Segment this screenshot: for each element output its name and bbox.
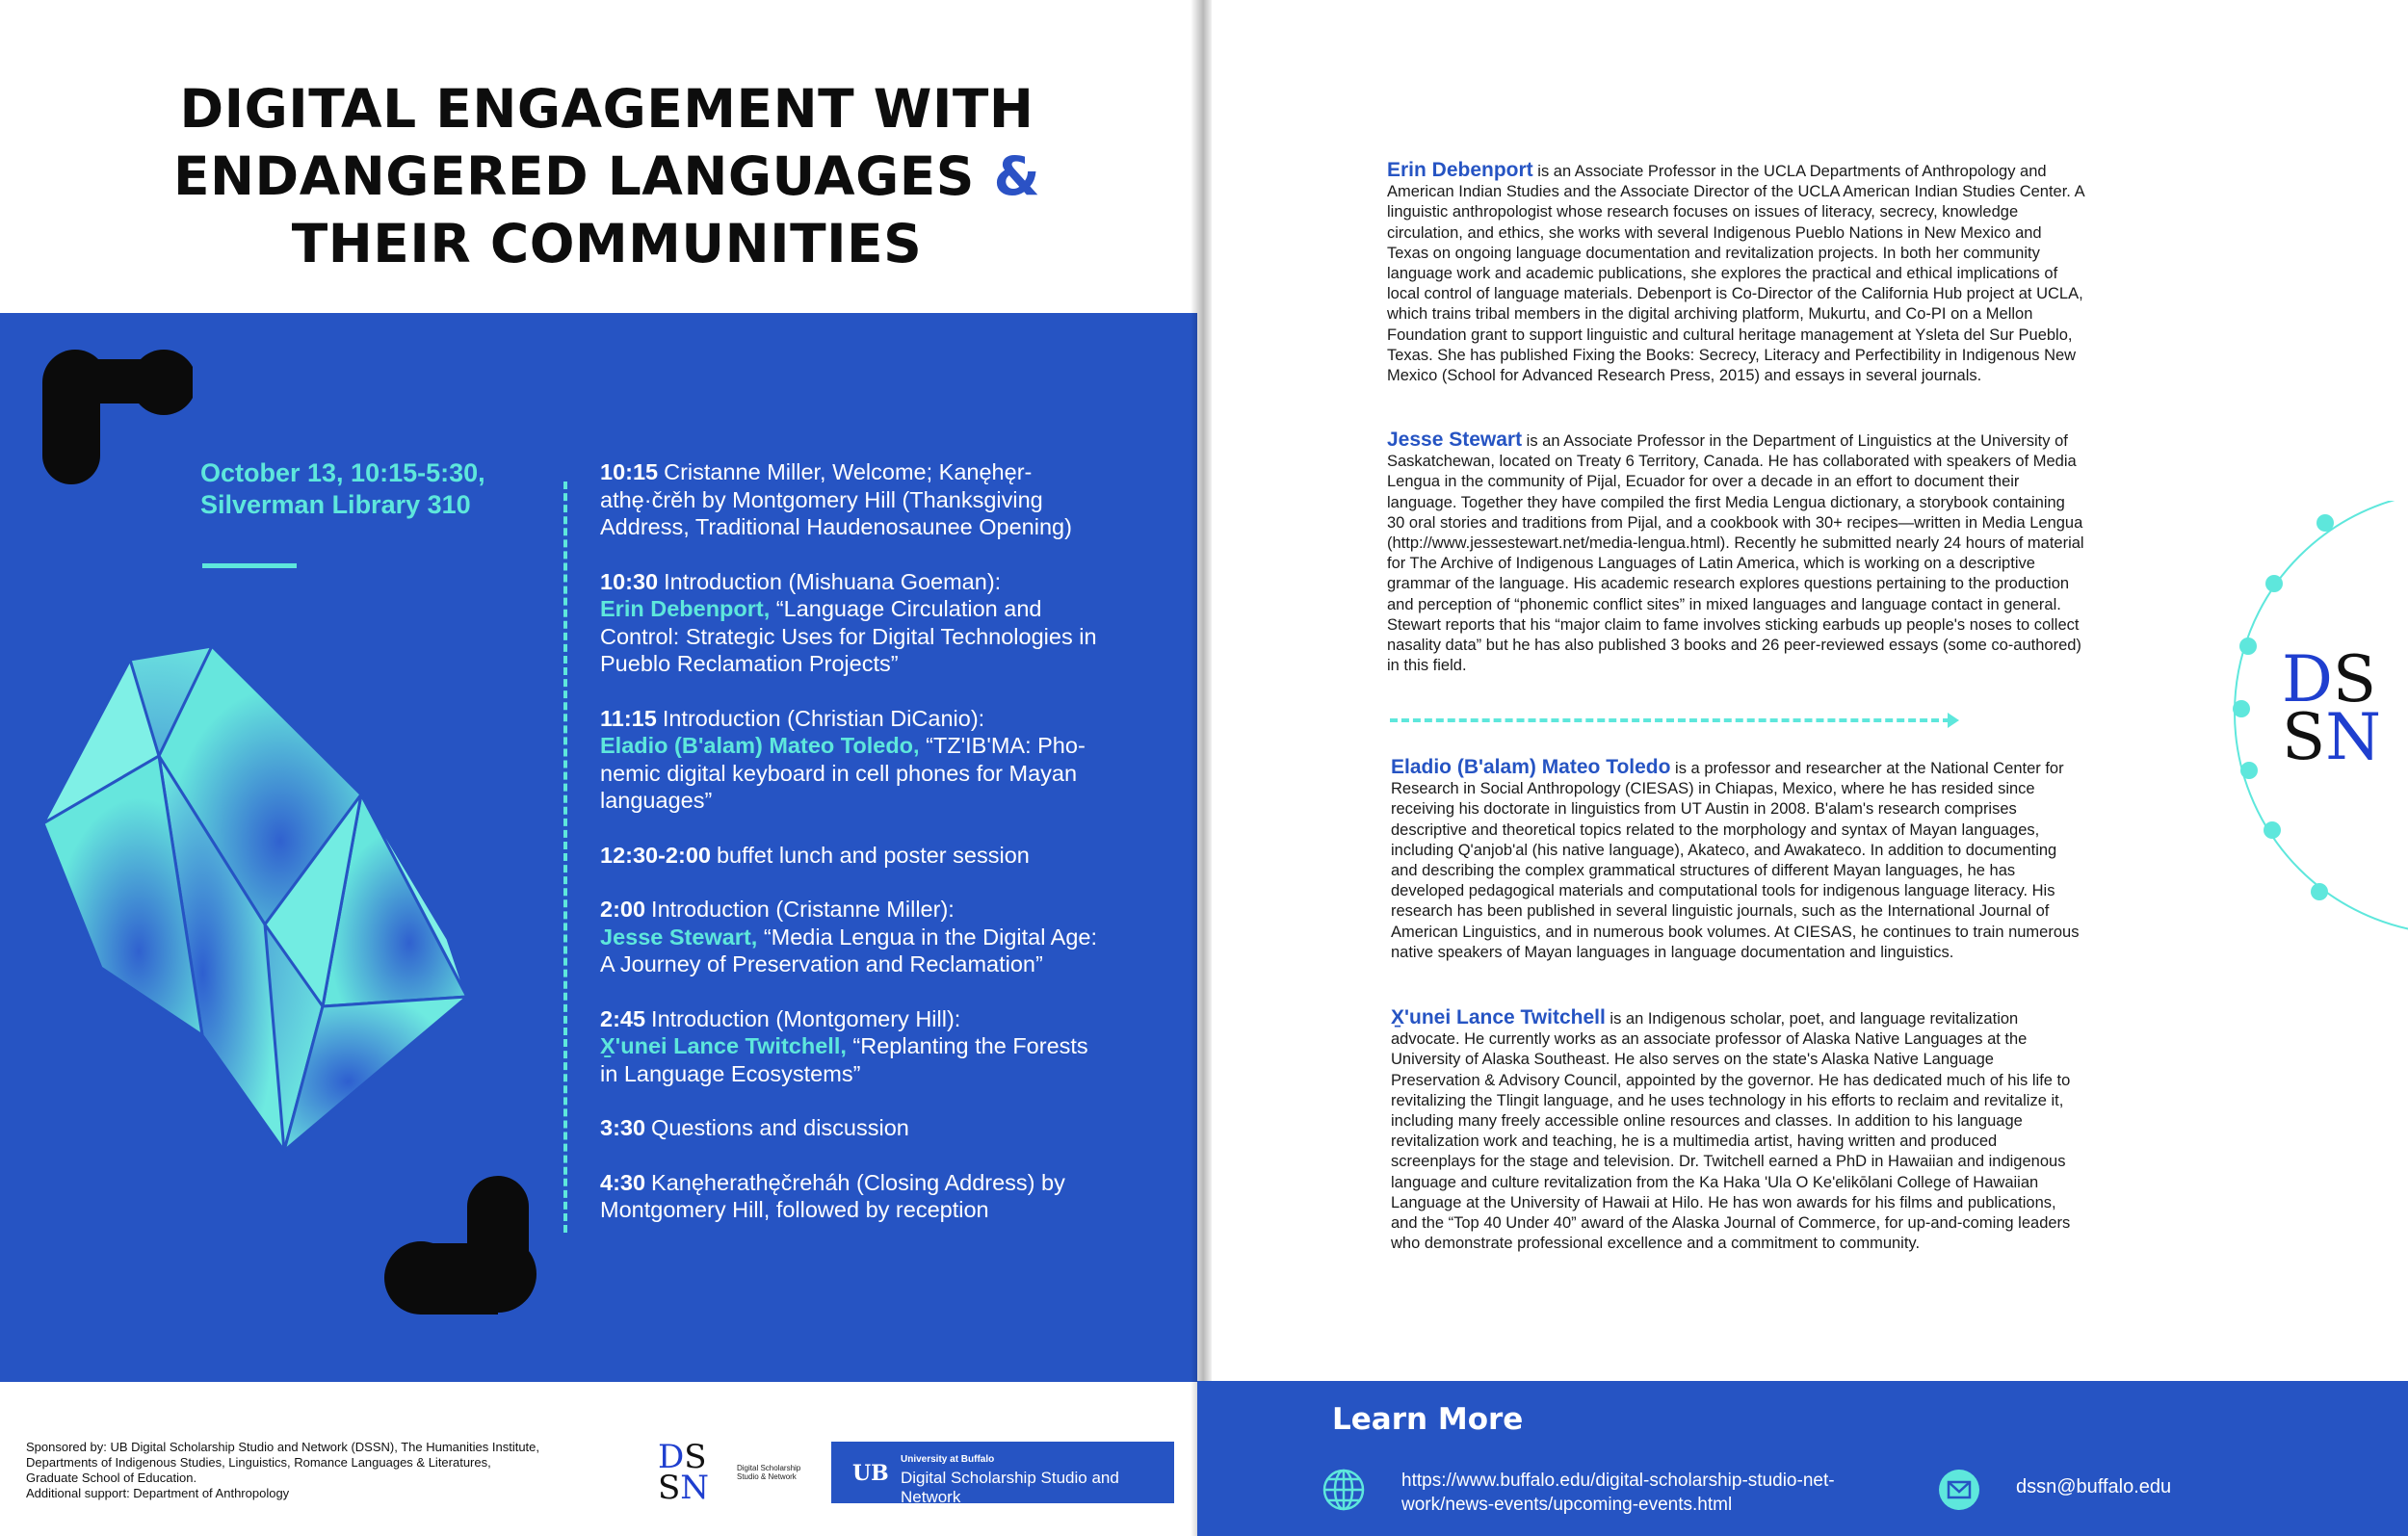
bio-text: is an Indigenous scholar, poet, and language revitalization advocate. He currently works as an associate professor of Alaska Native Languages at the University of Alaska Southeast. He also serves on the state's Alaska Native Language Preservation & Advisory Council, appointed by the governor. He has dedicated much of his life to revitalizing the Tlingit language, and he uses technology in his efforts to reclaim and revitalize it, including many freely accessible online resources and classes. In addition to his language revitalization work and teaching, he is a multimedia artist, having written and produced screenplays for the stage and television. Dr. Twitchell earned a PhD in Hawaiian and indigenous language and culture revitalization from the Ka Haka 'Ula O Ke'elikōlani College of Hawaiian Language at the University of Hawaii at Hilo. He has won awards for his films and publications, and the “Top 40 Under 40” award of the Alaska Journal of Commerce, for up-and-coming leaders who demonstrate professional excellence and a commitment to community.	[1391, 1010, 2071, 1253]
mail-icon	[1938, 1469, 1980, 1511]
bio-name: Erin Debenport	[1387, 159, 1533, 181]
dssn-logo-caption	[737, 1464, 804, 1481]
bio-text: is an Associate Professor in the Department of Linguistics at the University of Saskatchewan, located on Treaty 6 Territory, Canada. He has collaborated with speakers of Media Lengua in the community of Pijal, Ecuador for over a decade in an effort to document their language. Together they have compiled the first Media Lengua dictionary, a storybook containing 30 oral stories and traditions from Pijal, and a cookbook with 30+ recipes—written in Media Lengua (http://www.jessestewart.net/media-lengua.html). Recently he submitted nearly 24 hours of material for The Archive of Indigenous Languages of Latin America, which is working on a descriptive grammar of the language. His academic research explores questions pertaining to the production and perception of “phonemic conflict sites” in mixed languages and language contact in general. Stewart reports that his “major claim to fame involves sticking earbuds up people's noses to collect nasality data” but he has also published 3 books and 26 peer-reviewed essays (some co-authored) in this field.	[1387, 432, 2084, 675]
sponsor-line-4: Additional support: Department of Anthropology	[26, 1486, 290, 1500]
page-title	[135, 75, 1079, 277]
schedule-divider	[563, 482, 567, 1233]
bio-divider-arrow-icon	[1948, 713, 1959, 728]
molecule-top-decoration	[29, 342, 193, 496]
bio-name: Eladio (B'alam) Mateo Toledo	[1391, 756, 1671, 778]
dssn-letter-s: S	[684, 1438, 707, 1476]
page-fold-shadow	[1191, 0, 1212, 1536]
schedule-description: Introduction (Montgomery Hill):	[651, 1005, 961, 1031]
schedule-list	[600, 458, 1101, 1251]
ub-badge-line-2: Digital Scholarship Studio and Network	[901, 1469, 1119, 1506]
dssn-letter-n: N	[680, 1469, 710, 1507]
schedule-item	[600, 1114, 1101, 1142]
bio-name: X̱'unei Lance Twitchell	[1391, 1006, 1606, 1028]
schedule-time: 3:30	[600, 1115, 646, 1140]
bio-text: is an Associate Professor in the UCLA Departments of Anthropology and American Indian Studies and the Associate Director of the UCLA American Indian Studies Center. A linguistic anthropologist whose research focuses on issues of literacy, secrecy, knowledge circulation, and ethics, she works with several Indigenous Pueblo Nations in New Mexico and Texas on ongoing language documentation and revitalization projects. In both her community language work and academic publications, she explores the practical and ethical implications of local control of language materials. Debenport is Co-Director of the California Hub project at UCLA, which trains tribal members in the digital archiving platform, Mukurtu, and Co-PI on a Mellon Foundation grant to support linguistic and cultural heritage management at Ysleta del Sur Pueblo, Texas. She has published Fixing the Books: Secrecy, Literacy and Perfectibility in Indigenous New Mexico (School for Advanced Research Press, 2015) and essays in several journals.	[1387, 163, 2084, 385]
schedule-item	[600, 896, 1101, 978]
event-place: Silverman Library 310	[200, 490, 471, 519]
date-divider	[202, 563, 297, 568]
bio-name: Jesse Stewart	[1387, 429, 1523, 451]
schedule-item	[600, 1169, 1101, 1224]
dssn-letter-d: D	[658, 1438, 685, 1476]
sponsor-line-3: Graduate School of Education.	[26, 1471, 197, 1485]
schedule-time: 2:45	[600, 1005, 646, 1031]
dssn-large-letter-s: S	[2332, 642, 2377, 716]
globe-icon	[1322, 1468, 1366, 1512]
title-line-2	[135, 143, 1079, 210]
sponsor-credits	[26, 1440, 594, 1501]
schedule-time: 10:30	[600, 568, 659, 594]
schedule-item	[600, 568, 1101, 678]
bio-erin-debenport	[1387, 160, 2085, 386]
dssn-large-letter-s2: S	[2282, 700, 2326, 774]
schedule-item	[600, 458, 1101, 541]
schedule-talk-title: “Media Lengua in the Digital Age: A Journey of Preservation and Reclamation”	[600, 924, 1098, 976]
schedule-time: 10:15	[600, 459, 659, 484]
bio-jesse-stewart	[1387, 430, 2085, 676]
title-ampersand: &	[993, 145, 1041, 207]
dssn-logo-large	[2282, 642, 2397, 774]
schedule-description: Questions and discussion	[651, 1115, 909, 1140]
learn-more-link[interactable]	[1401, 1469, 1902, 1517]
sponsor-line-2: Departments of Indigenous Studies, Linguistics, Romance Languages & Literatures,	[26, 1455, 491, 1470]
schedule-description: Kanęherathęčreháh (Closing Address) by Montgomery Hill, followed by reception	[600, 1169, 1065, 1222]
learn-url-line-1[interactable]: https://www.buffalo.edu/digital-scholarship-studio-net-	[1401, 1471, 1835, 1491]
schedule-time: 4:30	[600, 1169, 646, 1195]
bio-divider	[1390, 718, 1950, 722]
schedule-description: Cristanne Miller, Welcome; Kanęhęrathę·črěh by Montgomery Hill (Thanksgiving Address, Traditional Haudenosaunee Opening)	[600, 459, 1072, 539]
crystal-illustration	[34, 640, 486, 1160]
ub-dssn-badge	[831, 1442, 1174, 1506]
schedule-speaker: Jesse Stewart,	[600, 924, 758, 950]
dssn-caption-line-1: Digital Scholarship	[737, 1464, 801, 1472]
schedule-time: 11:15	[600, 705, 657, 731]
schedule-speaker: Erin Debenport,	[600, 596, 771, 621]
sponsor-line-1: Sponsored by: UB Digital Scholarship Studio and Network (DSSN), The Humanities Institute,	[26, 1440, 540, 1454]
schedule-speaker: Eladio (B'alam) Mateo Toledo,	[600, 733, 920, 758]
schedule-time: 2:00	[600, 897, 646, 922]
schedule-item	[600, 1005, 1101, 1088]
bio-eladio-mateo-toledo	[1391, 757, 2084, 963]
title-line-3: THEIR COMMUNITIES	[291, 213, 923, 274]
schedule-talk-title: “Language Circulation and Control: Strategic Uses for Digital Technologies in Pueblo Reclamation Projects”	[600, 596, 1097, 676]
contact-email[interactable]: dssn@buffalo.edu	[2016, 1476, 2172, 1497]
schedule-description: Introduction (Cristanne Miller):	[651, 897, 955, 922]
schedule-description: buffet lunch and poster session	[716, 842, 1030, 868]
dssn-letter-s2: S	[658, 1469, 681, 1507]
learn-url-line-2[interactable]: work/news-events/upcoming-events.html	[1401, 1495, 1733, 1515]
dssn-large-letter-n: N	[2325, 700, 2381, 774]
schedule-talk-title: “Replanting the Forests in Language Ecosystems”	[600, 1033, 1088, 1086]
schedule-description: Introduction (Christian DiCanio):	[662, 705, 985, 731]
bio-xunei-twitchell	[1391, 1007, 2084, 1254]
molecule-bottom-decoration	[380, 1170, 544, 1324]
schedule-description: Introduction (Mishuana Goeman):	[664, 568, 1002, 594]
event-date: October 13, 10:15-5:30,	[200, 458, 485, 487]
learn-more-title: Learn More	[1332, 1402, 1524, 1437]
ub-badge-line-1: University at Buffalo	[901, 1454, 995, 1465]
dssn-caption-line-2: Studio & Network	[737, 1472, 797, 1481]
bio-text: is a professor and researcher at the National Center for Research in Social Anthropology (CIESAS) in Chiapas, Mexico, where he has resided since receiving his doctorate in linguistics from UT Austin in 2008. B'alam's research comprises descriptive and theoretical topics related to the morphology and syntax of Mayan languages, including Q'anjob'al (his native language), Akateco, and Awakateco. In addition to documenting and describing the complex grammatical structures of different Mayan languages, he has developed pedagogical materials and computational tools for indigenous language literacy. His research has been published in several linguistic journals, such as the International Journal of American Linguistics, and in numerous book volumes. At CIESAS, he continues to train numerous native speakers of Mayan languages in language documentation and linguistics.	[1391, 760, 2080, 961]
schedule-item	[600, 842, 1101, 870]
schedule-talk-title: “TZ'IB'MA: Phonemic digital keyboard in cell phones for Mayan languages”	[600, 733, 1086, 813]
schedule-item	[600, 705, 1101, 815]
event-date-place	[200, 457, 518, 521]
schedule-speaker: X̱'unei Lance Twitchell,	[600, 1033, 847, 1058]
schedule-time: 12:30-2:00	[600, 842, 711, 868]
dssn-logo-small	[658, 1438, 710, 1507]
ub-logo-mark: UB	[852, 1461, 889, 1486]
title-line-2-text: ENDANGERED LANGUAGES	[172, 145, 975, 207]
title-line-1: DIGITAL ENGAGEMENT WITH	[179, 78, 1034, 140]
dssn-large-letter-d: D	[2282, 642, 2333, 716]
